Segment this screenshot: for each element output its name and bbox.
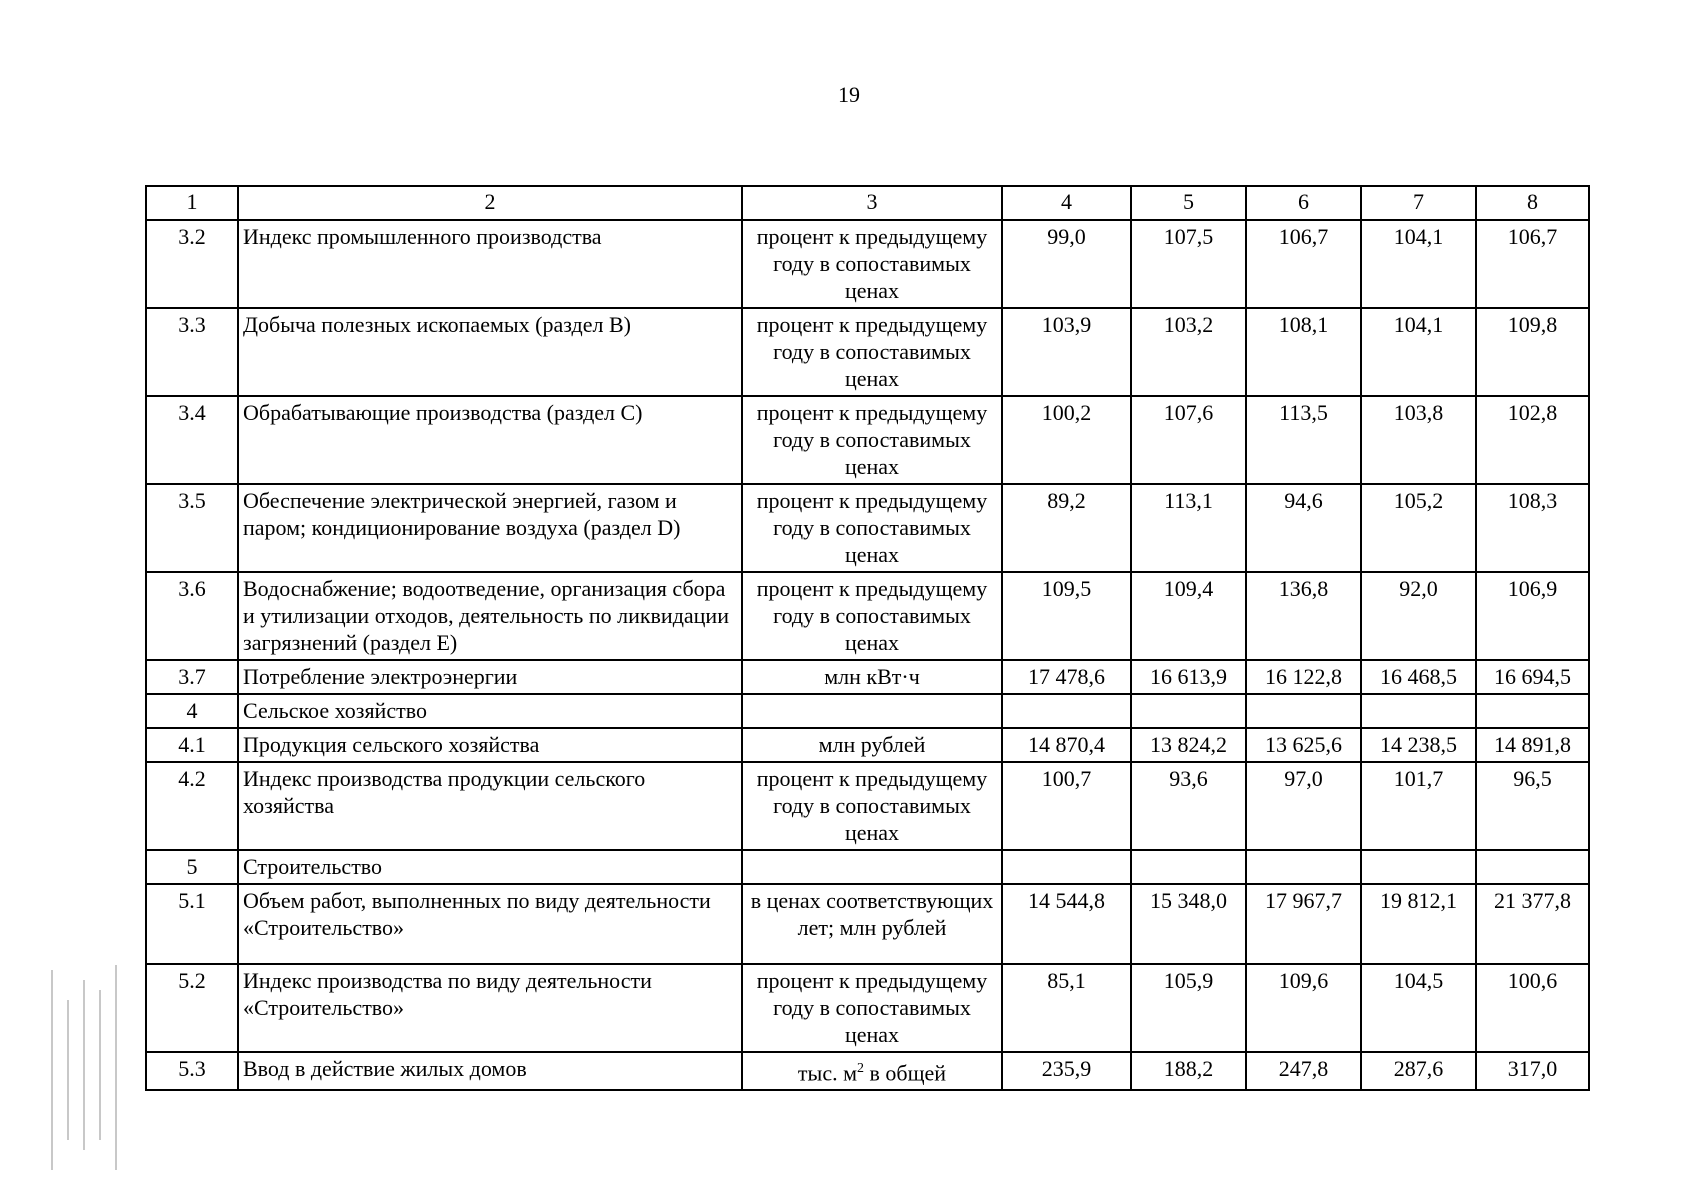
indicator-name-cell: Потребление электроэнергии xyxy=(238,660,742,694)
value-cell: 106,7 xyxy=(1476,220,1589,308)
table-row xyxy=(146,484,1589,572)
page-number: 19 xyxy=(838,82,860,107)
value-cell: 13 625,6 xyxy=(1246,728,1361,762)
table-row xyxy=(146,396,1589,484)
value-cell: 100,2 xyxy=(1002,396,1131,484)
indicator-name-cell: Индекс производства по виду деятельности «Строительство» xyxy=(238,964,742,1052)
value-cell: 100,7 xyxy=(1002,762,1131,850)
value-cell: 103,2 xyxy=(1131,308,1246,396)
row-number-cell: 4.1 xyxy=(146,728,238,762)
value-cell: 100,6 xyxy=(1476,964,1589,1052)
table-row xyxy=(146,884,1589,964)
unit-prefix: тыс. м xyxy=(797,1060,858,1086)
value-cell: 108,3 xyxy=(1476,484,1589,572)
table-row xyxy=(146,728,1589,762)
value-cell: 15 348,0 xyxy=(1131,884,1246,964)
indicator-name-cell: Добыча полезных ископаемых (раздел В) xyxy=(238,308,742,396)
value-cell: 14 544,8 xyxy=(1002,884,1131,964)
indicators-table xyxy=(145,185,1590,1091)
unit-cell: процент к предыдущему году в сопоставимых ценах xyxy=(742,762,1002,850)
table-row xyxy=(146,964,1589,1052)
header-cell: 1 xyxy=(146,186,238,220)
value-cell: 107,5 xyxy=(1131,220,1246,308)
value-cell: 108,1 xyxy=(1246,308,1361,396)
value-cell: 104,5 xyxy=(1361,964,1476,1052)
unit-cell xyxy=(742,850,1002,884)
header-cell: 7 xyxy=(1361,186,1476,220)
header-cell: 6 xyxy=(1246,186,1361,220)
row-number-cell: 3.3 xyxy=(146,308,238,396)
value-cell: 103,9 xyxy=(1002,308,1131,396)
value-cell: 188,2 xyxy=(1131,1052,1246,1090)
value-cell: 16 694,5 xyxy=(1476,660,1589,694)
unit-superscript: 2 xyxy=(857,1061,865,1076)
header-cell: 4 xyxy=(1002,186,1131,220)
value-cell: 14 238,5 xyxy=(1361,728,1476,762)
value-cell: 106,7 xyxy=(1246,220,1361,308)
value-cell: 105,2 xyxy=(1361,484,1476,572)
value-cell: 14 891,8 xyxy=(1476,728,1589,762)
indicator-name-cell: Обрабатывающие производства (раздел С) xyxy=(238,396,742,484)
value-cell: 16 613,9 xyxy=(1131,660,1246,694)
table-row xyxy=(146,220,1589,308)
row-number-cell: 5 xyxy=(146,850,238,884)
row-number-cell: 3.7 xyxy=(146,660,238,694)
value-cell: 99,0 xyxy=(1002,220,1131,308)
value-cell: 102,8 xyxy=(1476,396,1589,484)
header-cell: 8 xyxy=(1476,186,1589,220)
value-cell: 97,0 xyxy=(1246,762,1361,850)
value-cell: 317,0 xyxy=(1476,1052,1589,1090)
value-cell: 107,6 xyxy=(1131,396,1246,484)
unit-cell: млн кВт·ч xyxy=(742,660,1002,694)
value-cell xyxy=(1246,850,1361,884)
unit-cell: процент к предыдущему году в сопоставимых ценах xyxy=(742,396,1002,484)
value-cell: 94,6 xyxy=(1246,484,1361,572)
header-cell: 2 xyxy=(238,186,742,220)
indicator-name-cell: Водоснабжение; водоотведение, организация сбора и утилизации отходов, деятельность по ликвидации загрязнений (раздел Е) xyxy=(238,572,742,660)
table-row xyxy=(146,1052,1589,1090)
row-number-cell: 3.6 xyxy=(146,572,238,660)
value-cell: 247,8 xyxy=(1246,1052,1361,1090)
header-cell: 3 xyxy=(742,186,1002,220)
side-stamp xyxy=(45,960,120,1175)
indicator-name-cell: Ввод в действие жилых домов xyxy=(238,1052,742,1090)
value-cell xyxy=(1131,850,1246,884)
unit-cell xyxy=(742,694,1002,728)
table-row xyxy=(146,660,1589,694)
value-cell xyxy=(1361,850,1476,884)
value-cell: 17 478,6 xyxy=(1002,660,1131,694)
indicator-name-cell: Обеспечение электрической энергией, газом и паром; кондиционирование воздуха (раздел D) xyxy=(238,484,742,572)
value-cell xyxy=(1361,694,1476,728)
value-cell: 104,1 xyxy=(1361,308,1476,396)
row-number-cell: 5.2 xyxy=(146,964,238,1052)
value-cell: 136,8 xyxy=(1246,572,1361,660)
unit-cell: процент к предыдущему году в сопоставимых ценах xyxy=(742,484,1002,572)
unit-cell xyxy=(742,1052,1002,1090)
value-cell: 92,0 xyxy=(1361,572,1476,660)
table-row xyxy=(146,308,1589,396)
value-cell xyxy=(1476,850,1589,884)
value-cell: 109,8 xyxy=(1476,308,1589,396)
value-cell: 96,5 xyxy=(1476,762,1589,850)
unit-suffix: в общей xyxy=(864,1060,947,1086)
indicator-name-cell: Продукция сельского хозяйства xyxy=(238,728,742,762)
value-cell: 113,1 xyxy=(1131,484,1246,572)
indicator-name-cell: Сельское хозяйство xyxy=(238,694,742,728)
unit-cell: млн рублей xyxy=(742,728,1002,762)
indicator-name-cell: Строительство xyxy=(238,850,742,884)
value-cell: 89,2 xyxy=(1002,484,1131,572)
value-cell: 17 967,7 xyxy=(1246,884,1361,964)
value-cell: 235,9 xyxy=(1002,1052,1131,1090)
header-cell: 5 xyxy=(1131,186,1246,220)
value-cell: 14 870,4 xyxy=(1002,728,1131,762)
row-number-cell: 5.3 xyxy=(146,1052,238,1090)
value-cell xyxy=(1002,694,1131,728)
value-cell: 104,1 xyxy=(1361,220,1476,308)
row-number-cell: 3.5 xyxy=(146,484,238,572)
value-cell: 103,8 xyxy=(1361,396,1476,484)
value-cell: 109,5 xyxy=(1002,572,1131,660)
unit-cell: процент к предыдущему году в сопоставимых ценах xyxy=(742,308,1002,396)
indicator-name-cell: Индекс промышленного производства xyxy=(238,220,742,308)
table-row xyxy=(146,694,1589,728)
unit-cell: процент к предыдущему году в сопоставимых ценах xyxy=(742,964,1002,1052)
value-cell: 101,7 xyxy=(1361,762,1476,850)
value-cell xyxy=(1131,694,1246,728)
table-row xyxy=(146,762,1589,850)
row-number-cell: 4.2 xyxy=(146,762,238,850)
value-cell: 16 468,5 xyxy=(1361,660,1476,694)
value-cell xyxy=(1002,850,1131,884)
value-cell: 109,6 xyxy=(1246,964,1361,1052)
unit-cell: процент к предыдущему году в сопоставимых ценах xyxy=(742,220,1002,308)
value-cell xyxy=(1476,694,1589,728)
value-cell: 16 122,8 xyxy=(1246,660,1361,694)
indicator-name-cell: Объем работ, выполненных по виду деятельности «Строительство» xyxy=(238,884,742,964)
value-cell: 106,9 xyxy=(1476,572,1589,660)
value-cell: 105,9 xyxy=(1131,964,1246,1052)
value-cell: 287,6 xyxy=(1361,1052,1476,1090)
table-header-row xyxy=(146,186,1589,220)
row-number-cell: 4 xyxy=(146,694,238,728)
value-cell: 113,5 xyxy=(1246,396,1361,484)
value-cell xyxy=(1246,694,1361,728)
value-cell: 19 812,1 xyxy=(1361,884,1476,964)
value-cell: 109,4 xyxy=(1131,572,1246,660)
value-cell: 85,1 xyxy=(1002,964,1131,1052)
indicator-name-cell: Индекс производства продукции сельского хозяйства xyxy=(238,762,742,850)
value-cell: 93,6 xyxy=(1131,762,1246,850)
value-cell: 13 824,2 xyxy=(1131,728,1246,762)
row-number-cell: 5.1 xyxy=(146,884,238,964)
unit-cell: в ценах соответствующих лет; млн рублей xyxy=(742,884,1002,964)
row-number-cell: 3.4 xyxy=(146,396,238,484)
row-number-cell: 3.2 xyxy=(146,220,238,308)
table-row xyxy=(146,850,1589,884)
table-row xyxy=(146,572,1589,660)
unit-cell: процент к предыдущему году в сопоставимых ценах xyxy=(742,572,1002,660)
value-cell: 21 377,8 xyxy=(1476,884,1589,964)
